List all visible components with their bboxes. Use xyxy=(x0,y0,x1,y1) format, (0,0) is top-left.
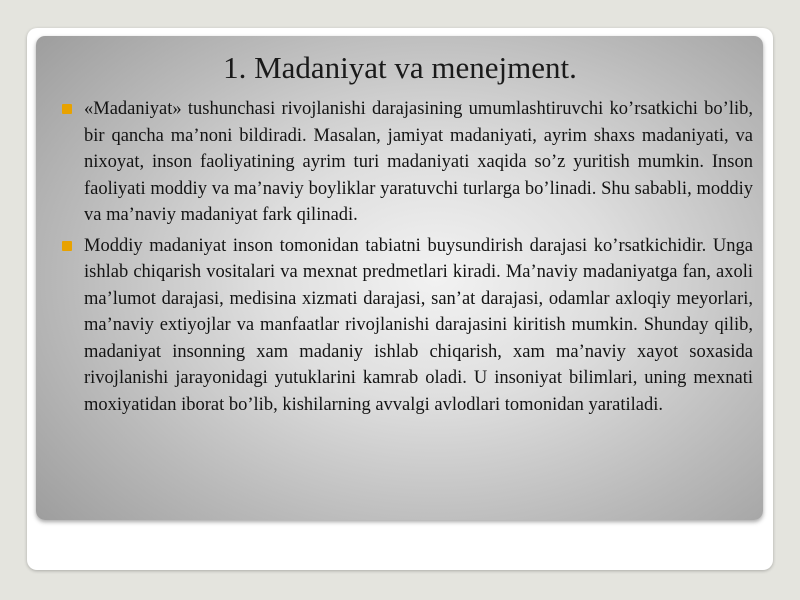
slide-footer-area xyxy=(36,522,763,564)
slide-title: 1. Madaniyat va menejment. xyxy=(223,50,577,85)
bullet-square-icon xyxy=(62,104,72,114)
bullet-text: Moddiy madaniyat inson tomonidan tabiatni buysundirish darajasi ko’rsatkichidir. Unga ishlab chiqarish vositalari va mexnat predmetlari kiradi. Ma’naviy madaniyatga fan, axoli ma’lumot darajasi, medisina xizmati darajasi, san’at darajasi, odamlar axloqiy meyorlari, ma’naviy extiyojlar va manfaatlar rivojlanishi darajasini kiritish mumkin. Shunday qilib, madaniyat insonning xam madaniy ishlab chiqarish, xam ma’naviy xayot soxasida rivojlanishi jarayonidagi yutuklarini kamrab oladi. U insoniyat bilimlari, uning mexnati moxiyatidan iborat bo’lib, kishilarning avvalgi avlodlari tomonidan yaratiladi. xyxy=(84,235,753,415)
bullet-item xyxy=(60,96,753,229)
bullet-list xyxy=(60,96,753,422)
bullet-text: «Madaniyat» tushunchasi rivojlanishi darajasining umumlashtiruvchi ko’rsatkichi bo’lib, bir qancha ma’noni bildiradi. Masalan, jamiyat madaniyati, ayrim shaxs madaniyati, va nixoyat, inson faoliyatining ayrim turi madaniyati xaqida so’z yuritish mumkin. Inson faoliyati moddiy va ma’naviy boyliklar yaratuvchi turlarga bo’linadi. Shu sababli, moddiy va ma’naviy madaniyat fark qilinadi. xyxy=(84,99,753,225)
bullet-square-icon xyxy=(62,241,72,251)
bullet-item xyxy=(60,233,753,419)
